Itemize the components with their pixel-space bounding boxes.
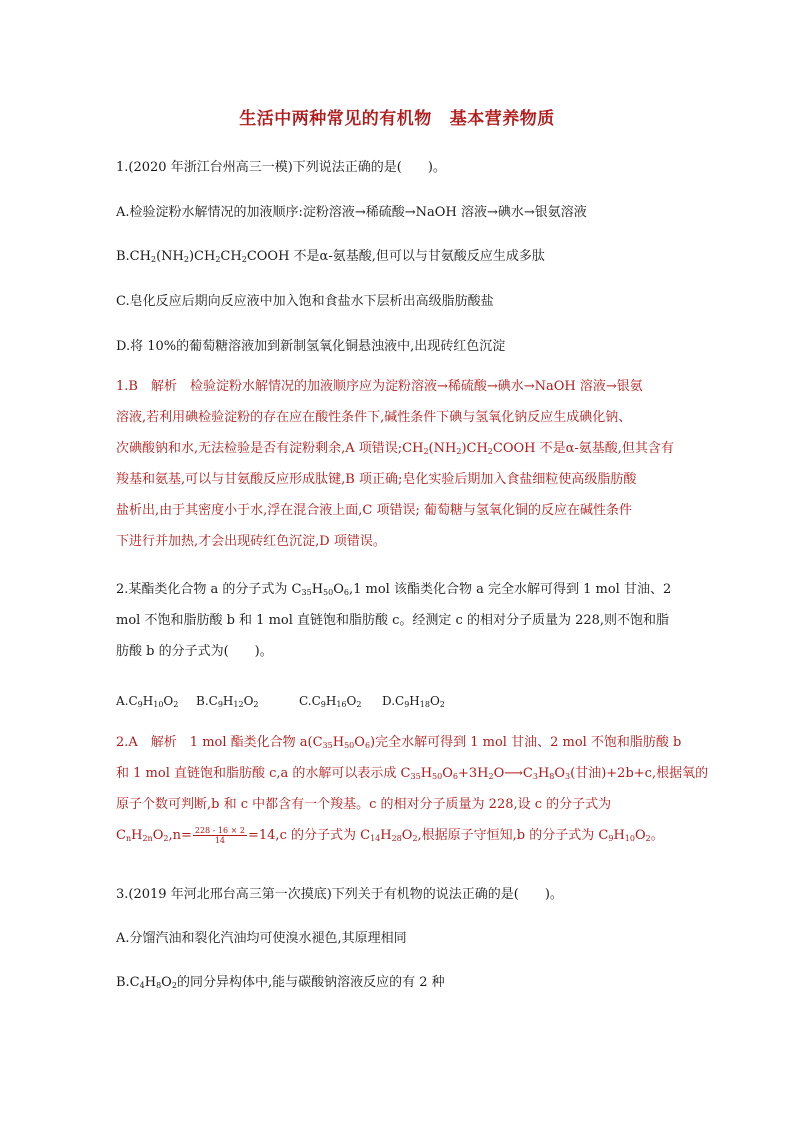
q3-option-a: A.分馏汽油和裂化汽油均可使溴水褪色,其原理相同 — [116, 931, 407, 946]
q2-options — [116, 692, 445, 710]
q2-option-c: $C.C_9H_{16}O_2$ — [299, 694, 362, 709]
q2-option-d: $D.C_9H_{18}O_2$ — [382, 694, 445, 709]
q3-stem: 3.(2019 年河北邢台高三第一次摸底)下列关于有机物的说法正确的是( )。 — [116, 887, 563, 902]
answer-1: 1.B 解析 检验淀粉水解情况的加液顺序应为淀粉溶液→稀硫酸→碘水→NaOH 溶液→银氨 溶液,若利用碘检验淀粉的存在应在酸性条件下,碱性条件下碘与氢氧化钠反应生成碘化钠、 次碘酸钠和水,无法检验是否有淀粉剩余,A 项错误$;CH_2(NH_2)CH_2COOH$ 不是α-氨基酸,但其含有 羧基和氨基,可以与甘氨酸反应形成肽键,B 项正确;皂化实验后期加入食盐细粒使高级脂肪酸 盐析出,由于其密度小于水,浮在混合液上面,C 项错误; 葡萄糖与氢氧化铜的反应在碱性条件 下进行并加热,才会出现砖红色沉淀,D 项错误。 — [116, 379, 674, 549]
q1-option-c: C.皂化反应后期向反应液中加入饱和食盐水下层析出高级脂肪酸盐 — [116, 294, 494, 309]
q2-stem: 2.某酯类化合物 a 的分子式为 $C_{35}H_{50}O_6,1$ mol 该酯类化合物 a 完全水解可得到 1 mol 甘油、2 mol 不饱和脂肪酸 b 和 1 mol 直链饱和脂肪酸 c。经测定 c 的相对分子质量为 228,则不饱和脂 肪酸 b 的分子式为( )。 — [116, 582, 672, 659]
title-part1: 生活中两种常见的有机物 — [239, 109, 432, 129]
q2-option-a: $A.C_9H_{10}O_2$ — [116, 694, 179, 709]
q1-option-b: $B.CH_2(NH_2)CH_2CH_2COOH$ 不是α-氨基酸,但可以与甘氨酸反应生成多肽 — [116, 249, 545, 264]
q1-option-a: A.检验淀粉水解情况的加液顺序:淀粉溶液→稀硫酸→NaOH 溶液→碘水→银氨溶液 — [116, 205, 587, 220]
fraction: $\frac{228 - 16 \times 2}{14}$ — [194, 826, 245, 845]
q1-stem: 1.(2020 年浙江台州高三一模)下列说法正确的是( )。 — [116, 160, 446, 175]
q3-option-b: $B.C_4H_8O_2$的同分异构体中,能与碳酸钠溶液反应的有 2 种 — [116, 975, 445, 990]
answer-2: 2.A 解析 1 mol 酯类化合物 $a(C_{35}H_{50}O_6)$完全水解可得到 1 mol 甘油、2 mol 不饱和脂肪酸 b 和 1 mol 直链饱和脂肪酸 c,a 的水解可以表示成 $C_{35}H_{50}O_6+3H_2O⟶C_3H_8O_3$(甘油)+2b+c,根据氧的 原子个数可判断,b 和 c 中都含有一个羧基。c 的相对分子质量为 228,设 c 的分子式为 $C_nH_{2n}O_2,n=$ $\frac{228 - 16 \times 2}{14}$ =14,c 的分子式为 $C_{14}H_{28}O_2$,根据原子守恒知,b 的分子式为 $C_9H_{10}O_2$。 — [116, 735, 709, 845]
title-part2: 基本营养物质 — [449, 109, 555, 129]
q2-option-b: $B.C_9H_{12}O_2$ — [196, 694, 259, 709]
q1-option-d: D.将 10%的葡萄糖溶液加到新制氢氧化铜悬浊液中,出现砖红色沉淀 — [116, 339, 506, 354]
page-title — [0, 104, 794, 129]
